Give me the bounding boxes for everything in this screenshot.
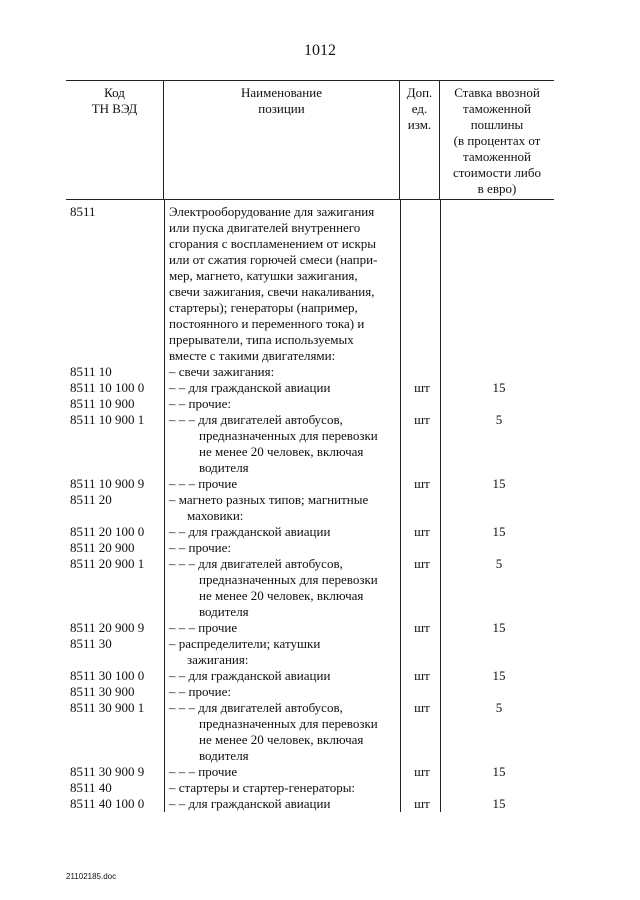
row-unit	[400, 492, 440, 524]
table-row	[66, 380, 554, 396]
row-unit	[400, 684, 440, 700]
row-code: 8511 10 900	[70, 396, 135, 411]
table-row	[66, 556, 554, 620]
description-line: – – для гражданской авиации	[169, 524, 331, 539]
description-line: прерыватели, типа используемых	[169, 332, 354, 347]
table-row	[66, 764, 554, 780]
header-rate-line: в евро)	[477, 181, 517, 196]
row-unit	[400, 636, 440, 668]
header-rate-line: (в процентах от	[453, 133, 541, 148]
description-line: – – прочие:	[169, 540, 231, 555]
description-line: сгорания с воспламенением от искры	[169, 236, 376, 251]
row-code: 8511 10 100 0	[70, 380, 145, 395]
header-name-line: позиции	[258, 101, 305, 116]
row-description	[164, 364, 400, 380]
description-line: зажигания:	[187, 652, 249, 667]
row-code: 8511 20 900	[70, 540, 135, 555]
row-code: 8511 30 900	[70, 684, 135, 699]
row-description	[164, 636, 400, 668]
description-line: – – – для двигателей автобусов,	[169, 412, 343, 427]
row-description	[164, 380, 400, 396]
header-rate-line: Ставка ввозной	[454, 85, 540, 100]
table-row	[66, 684, 554, 700]
row-description	[164, 412, 400, 476]
row-rate: 15	[492, 380, 506, 395]
table-row	[66, 492, 554, 524]
header-rate-line: стоимости либо	[452, 165, 541, 180]
table-row	[66, 636, 554, 668]
description-line: не менее 20 человек, включая	[199, 588, 364, 603]
table-rows	[66, 200, 554, 812]
row-rate: 15	[492, 620, 506, 635]
row-unit	[400, 396, 440, 412]
header-rate-line: пошлины	[470, 117, 524, 132]
header-code-line: ТН ВЭД	[91, 101, 138, 116]
table-row	[66, 364, 554, 380]
header-code	[66, 81, 164, 199]
header-code-line: Код	[104, 85, 125, 100]
header-unit-line: изм.	[407, 117, 432, 132]
table-row	[66, 412, 554, 476]
description-line: – распределители; катушки	[169, 636, 321, 651]
footer-filename: 21102185.doc	[66, 872, 117, 881]
header-unit	[400, 81, 440, 199]
description-line: предназначенных для перевозки	[199, 428, 378, 443]
description-line: водителя	[199, 460, 249, 475]
description-line: маховики:	[187, 508, 244, 523]
row-unit: шт	[414, 412, 430, 427]
row-unit: шт	[414, 796, 430, 811]
row-rate: 5	[495, 412, 503, 427]
row-code: 8511 40 100 0	[70, 796, 145, 811]
row-code: 8511 20 900 9	[70, 620, 145, 635]
row-code: 8511 30 900 1	[70, 700, 145, 715]
header-rate	[440, 81, 554, 199]
row-code: 8511 20 100 0	[70, 524, 145, 539]
description-line: или от сжатия горючей смеси (напри-	[169, 252, 378, 267]
row-rate: 15	[492, 524, 506, 539]
row-code: 8511 30 900 9	[70, 764, 145, 779]
row-description	[164, 620, 400, 636]
description-line: – – прочие:	[169, 396, 231, 411]
row-description	[164, 796, 400, 812]
description-line: предназначенных для перевозки	[199, 572, 378, 587]
row-description	[164, 492, 400, 524]
row-unit: шт	[414, 476, 430, 491]
description-line: постоянного и переменного тока) и	[169, 316, 365, 331]
row-rate: 15	[492, 764, 506, 779]
description-line: предназначенных для перевозки	[199, 716, 378, 731]
description-line: не менее 20 человек, включая	[199, 732, 364, 747]
row-unit	[400, 540, 440, 556]
row-description	[164, 396, 400, 412]
row-code: 8511 20 900 1	[70, 556, 145, 571]
row-rate	[440, 636, 554, 668]
row-code: 8511 10	[70, 364, 112, 379]
row-rate: 15	[492, 796, 506, 811]
table-body	[66, 200, 554, 812]
description-line: свечи зажигания, свечи накаливания,	[169, 284, 375, 299]
description-line: водителя	[199, 748, 249, 763]
row-code: 8511 40	[70, 780, 112, 795]
row-rate	[440, 396, 554, 412]
description-line: – магнето разных типов; магнитные	[169, 492, 369, 507]
description-line: – – – прочие	[169, 764, 238, 779]
description-line: – – – прочие	[169, 476, 238, 491]
row-rate	[440, 780, 554, 796]
row-description	[164, 700, 400, 764]
table-row	[66, 204, 554, 364]
table-row	[66, 668, 554, 684]
table-row	[66, 700, 554, 764]
row-rate	[440, 540, 554, 556]
description-line: – – – для двигателей автобусов,	[169, 700, 343, 715]
header-rate-line: таможенной	[463, 101, 531, 116]
row-description	[164, 476, 400, 492]
row-rate: 15	[492, 668, 506, 683]
row-unit	[400, 204, 440, 364]
header-rate-line: таможенной	[463, 149, 531, 164]
description-line: мер, магнето, катушки зажигания,	[169, 268, 358, 283]
description-line: – стартеры и стартер-генераторы:	[169, 780, 356, 795]
row-unit: шт	[414, 764, 430, 779]
row-unit: шт	[414, 620, 430, 635]
header-name	[164, 81, 400, 199]
description-line: – – для гражданской авиации	[169, 380, 331, 395]
description-line: или пуска двигателей внутреннего	[169, 220, 361, 235]
description-line: не менее 20 человек, включая	[199, 444, 364, 459]
header-name-line: Наименование	[241, 85, 322, 100]
row-description	[164, 780, 400, 796]
description-line: – – для гражданской авиации	[169, 668, 331, 683]
row-description	[164, 684, 400, 700]
row-rate: 15	[492, 476, 506, 491]
description-line: – – для гражданской авиации	[169, 796, 331, 811]
row-description	[164, 540, 400, 556]
description-line: стартеры); генераторы (например,	[169, 300, 358, 315]
row-code: 8511 10 900 1	[70, 412, 145, 427]
row-rate: 5	[495, 700, 503, 715]
tariff-table	[66, 80, 554, 812]
row-description	[164, 556, 400, 620]
description-line: Электрооборудование для зажигания	[169, 204, 375, 219]
row-rate	[440, 364, 554, 380]
header-unit-line: Доп.	[406, 85, 433, 100]
table-row	[66, 524, 554, 540]
row-description	[164, 668, 400, 684]
row-code: 8511	[70, 204, 96, 219]
row-code: 8511 30 100 0	[70, 668, 145, 683]
table-row	[66, 620, 554, 636]
header-unit-line: ед.	[411, 101, 428, 116]
row-description	[164, 764, 400, 780]
row-unit: шт	[414, 556, 430, 571]
row-description	[164, 204, 400, 364]
row-unit: шт	[414, 380, 430, 395]
row-rate	[440, 492, 554, 524]
row-unit: шт	[414, 700, 430, 715]
page-number: 1012	[304, 42, 336, 59]
row-rate: 5	[495, 556, 503, 571]
row-unit	[400, 364, 440, 380]
description-line: вместе с такими двигателями:	[169, 348, 336, 363]
table-row	[66, 796, 554, 812]
row-unit: шт	[414, 668, 430, 683]
row-code: 8511 30	[70, 636, 112, 651]
table-header	[66, 80, 554, 200]
row-description	[164, 524, 400, 540]
table-row	[66, 476, 554, 492]
row-unit	[400, 780, 440, 796]
description-line: – свечи зажигания:	[169, 364, 275, 379]
row-rate	[440, 204, 554, 364]
row-code: 8511 20	[70, 492, 112, 507]
table-row	[66, 780, 554, 796]
row-rate	[440, 684, 554, 700]
table-row	[66, 540, 554, 556]
table-row	[66, 396, 554, 412]
row-code: 8511 10 900 9	[70, 476, 145, 491]
description-line: водителя	[199, 604, 249, 619]
description-line: – – – прочие	[169, 620, 238, 635]
row-unit: шт	[414, 524, 430, 539]
description-line: – – прочие:	[169, 684, 231, 699]
description-line: – – – для двигателей автобусов,	[169, 556, 343, 571]
